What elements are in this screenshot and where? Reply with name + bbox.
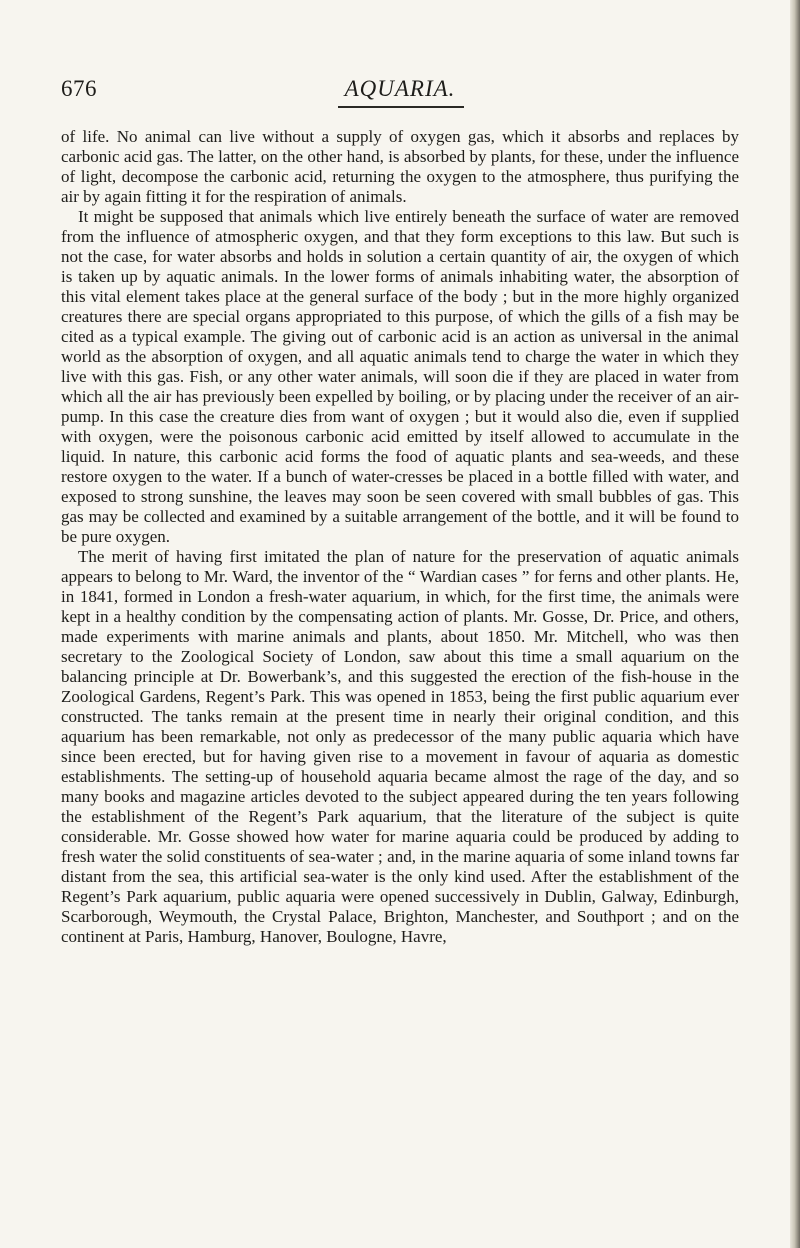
title-underline — [338, 106, 464, 108]
paragraph-continuation: of life. No animal can live without a supply of oxygen gas, which it absorbs and replaces by carbonic acid gas. The latter, on the other hand, is absorbed by plants, for these, under the influence of light, decompose the carbonic acid, returning the oxygen to the atmosphere, thus purifying the air by again fitting it for the respiration of animals. — [61, 127, 739, 206]
paragraph-respiration-of-aquatic-animals: It might be supposed that animals which live entirely beneath the surface of water are removed from the influence of atmospheric oxygen, and that they form exceptions to this law. But such is not the case, for water absorbs and holds in solution a certain quantity of air, the oxygen of which is taken up by aquatic animals. In the lower forms of animals inhabiting water, the absorption of this vital element takes place at the general surface of the body ; but in the more highly organized creatures there are special organs appropriated to this purpose, of which the gills of a fish may be cited as a typical example. The giving out of carbonic acid is an action as universal in the animal world as the absorption of oxygen, and all aquatic animals tend to charge the water in which they live with this gas. Fish, or any other water animals, will soon die if they are placed in water from which all the air has previously been expelled by boiling, or by placing under the receiver of an air-pump. In this case the creature dies from want of oxygen ; but it would also die, even if supplied with oxygen, were the poisonous carbonic acid emitted by itself allowed to accumulate in the liquid. In nature, this carbonic acid forms the food of aquatic plants and sea-weeds, and these restore oxygen to the water. If a bunch of water-cresses be placed in a bottle filled with water, and exposed to strong sunshine, the leaves may soon be seen covered with small bubbles of gas. This gas may be collected and examined by a suitable arrangement of the bottle, and it will be found to be pure oxygen. — [61, 207, 739, 546]
page-edge — [790, 0, 800, 1248]
page-number: 676 — [61, 76, 97, 101]
body-text — [61, 127, 739, 947]
running-title: AQUARIA. — [344, 76, 456, 101]
running-head — [61, 76, 739, 108]
paragraph-history-of-aquaria: The merit of having first imitated the plan of nature for the preservation of aquatic animals appears to belong to Mr. Ward, the inventor of the “ Wardian cases ” for ferns and other plants. He, in 1841, formed in London a fresh-water aquarium, in which, for the first time, the animals were kept in a healthy condition by the compensating action of plants. Mr. Gosse, Dr. Price, and others, made experiments with marine animals and plants, about 1850. Mr. Mitchell, who was then secretary to the Zoological Society of London, saw about this time a small aquarium on the balancing principle at Dr. Bowerbank’s, and this suggested the erection of the fish-house in the Zoological Gardens, Regent’s Park. This was opened in 1853, being the first public aquarium ever constructed. The tanks remain at the present time in nearly their original condition, and this aquarium has been remarkable, not only as predecessor of the many public aquaria which have since been erected, but for having given rise to a movement in favour of aquaria as domestic establishments. The setting-up of household aquaria became almost the rage of the day, and so many books and magazine articles devoted to the subject appeared during the ten years following the establishment of the Regent’s Park aquarium, that the literature of the subject is quite considerable. Mr. Gosse showed how water for marine aquaria could be produced by adding to fresh water the solid constituents of sea-water ; and, in the marine aquaria of some inland towns far distant from the sea, this artificial sea-water is the only kind used. After the establishment of the Regent’s Park aquarium, public aquaria were opened successively in Dublin, Galway, Edinburgh, Scarborough, Weymouth, the Crystal Palace, Brighton, Manchester, and Southport ; and on the continent at Paris, Hamburg, Hanover, Boulogne, Havre, — [61, 547, 739, 946]
